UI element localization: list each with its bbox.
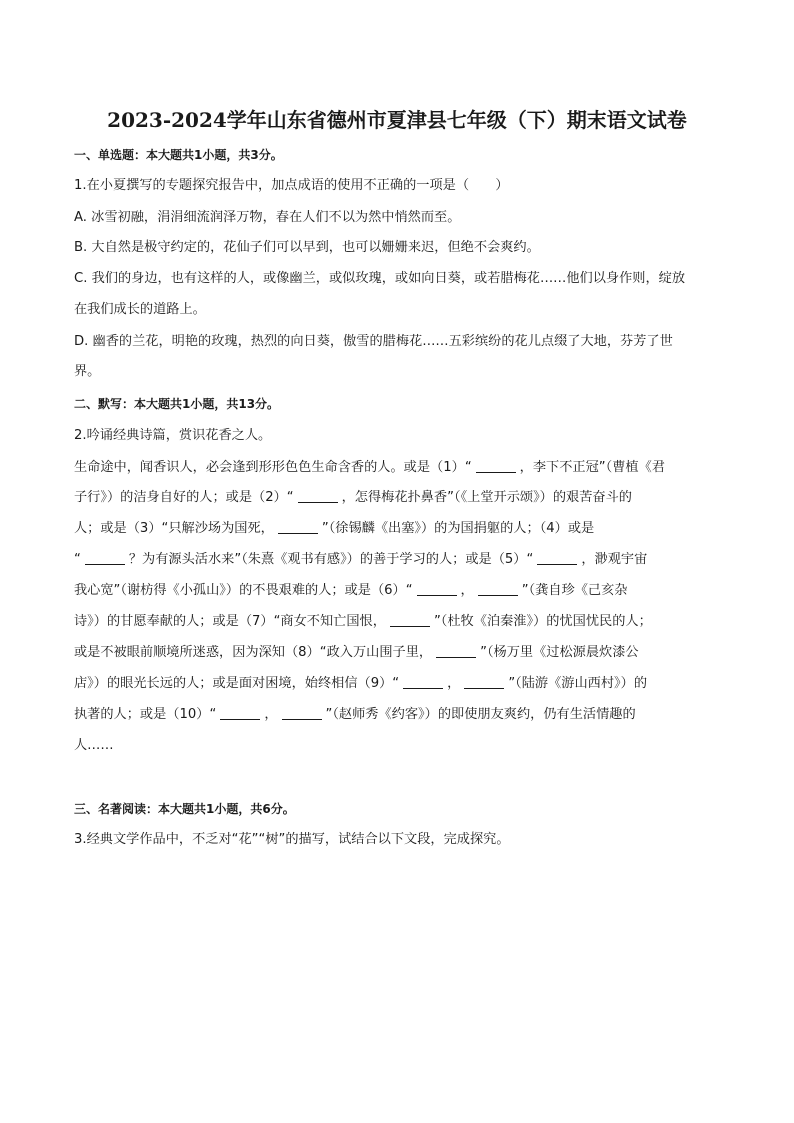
- question-2-line-10: 人……: [74, 738, 114, 753]
- answer-blank[interactable]: [403, 676, 443, 689]
- text: 人；或是（3）“只解沙场为国死，: [74, 521, 274, 536]
- text: 我心宽”（谢枋得《小孤山》）的不畏艰难的人；或是（6）“: [74, 583, 413, 598]
- answer-blank[interactable]: [278, 521, 318, 534]
- text: ”（杨万里《过松源晨炊漆公: [480, 645, 639, 660]
- question-1-option-c-line2: 在我们成长的道路上。: [74, 302, 206, 317]
- question-1-option-b: B. 大自然是极守约定的，花仙子们可以早到，也可以姗姗来迟，但绝不会爽约。: [74, 240, 540, 255]
- text: ，: [264, 707, 278, 722]
- text: ，: [460, 583, 474, 598]
- text: ，渺观宇宙: [581, 552, 648, 567]
- answer-blank[interactable]: [220, 707, 260, 720]
- text: 或是不被眼前顺境所迷惑，因为深知（8）“政入万山围子里，: [74, 645, 433, 660]
- answer-blank[interactable]: [417, 583, 457, 596]
- text: ”（龚自珍《己亥杂: [521, 583, 628, 598]
- text: ，李下不正冠”（曹植《君: [519, 460, 665, 475]
- question-3-stem: 3.经典文学作品中，不乏对“花”“树”的描写，试结合以下文段，完成探究。: [74, 832, 510, 847]
- text: 执著的人；或是（10）“: [74, 707, 217, 722]
- text: ，怎得梅花扑鼻香”（《上堂开示颂》）的艰苦奋斗的: [341, 490, 632, 505]
- question-2-line-3: [74, 519, 724, 539]
- question-2-stem: 2.吟诵经典诗篇，赏识花香之人。: [74, 428, 272, 443]
- question-1-option-c-line1: C. 我们的身边，也有这样的人，或像幽兰，或似玫瑰，或如向日葵，或若腊梅花……他们以身作则，绽放: [74, 271, 686, 286]
- answer-blank[interactable]: [537, 552, 577, 565]
- question-2-line-8: [74, 674, 724, 694]
- question-1-stem: 1.在小夏撰写的专题探究报告中，加点成语的使用不正确的一项是（ ）: [74, 178, 509, 193]
- exam-title: 2023-2024学年山东省德州市夏津县七年级（下）期末语文试卷: [107, 108, 687, 132]
- answer-blank[interactable]: [390, 614, 430, 627]
- question-2-line-7: [74, 643, 724, 663]
- section-heading-dictation: 二、默写：本大题共1小题，共13分。: [74, 397, 280, 411]
- section-heading-single-choice: 一、单选题：本大题共1小题，共3分。: [74, 148, 283, 162]
- text: ”（陆游《游山西村》）的: [508, 676, 648, 691]
- text: 子行》）的洁身自好的人；或是（2）“: [74, 490, 294, 505]
- text: 诗》）的甘愿奉献的人；或是（7）“商女不知亡国恨，: [74, 614, 386, 629]
- answer-blank[interactable]: [298, 490, 338, 503]
- text: ？为有源头活水来”（朱熹《观书有感》）的善于学习的人；或是（5）“: [128, 552, 534, 567]
- text: 店》）的眼光长远的人；或是面对困境，始终相信（9）“: [74, 676, 400, 691]
- text: ”（杜牧《泊秦淮》）的忧国忧民的人；: [433, 614, 652, 629]
- text: ”（赵师秀《约客》）的即使朋友爽约，仍有生活情趣的: [325, 707, 636, 722]
- answer-blank[interactable]: [85, 552, 125, 565]
- question-2-line-4: [74, 550, 724, 570]
- question-2-line-1: [74, 458, 724, 478]
- section-heading-classic-reading: 三、名著阅读：本大题共1小题，共6分。: [74, 802, 295, 816]
- question-2-line-6: [74, 612, 724, 632]
- answer-blank[interactable]: [478, 583, 518, 596]
- question-1-option-d-line1: D. 幽香的兰花，明艳的玫瑰，热烈的向日葵，傲雪的腊梅花……五彩缤纷的花儿点缀了大地，芬芳了世: [74, 334, 673, 349]
- text: “: [74, 552, 81, 567]
- question-2-line-2: [74, 488, 724, 508]
- answer-blank[interactable]: [436, 645, 476, 658]
- answer-blank[interactable]: [476, 460, 516, 473]
- question-2-line-9: [74, 705, 724, 725]
- text: ，: [447, 676, 461, 691]
- answer-blank[interactable]: [282, 707, 322, 720]
- text: ”（徐锡麟《出塞》）的为国捐躯的人；（4）或是: [321, 521, 595, 536]
- question-1-option-a: A. 冰雪初融，涓涓细流润泽万物，春在人们不以为然中悄然而至。: [74, 210, 461, 225]
- text: 生命途中，闻香识人，必会逢到形形色色生命含香的人。或是（1）“: [74, 460, 472, 475]
- answer-blank[interactable]: [464, 676, 504, 689]
- question-2-line-5: [74, 581, 724, 601]
- question-1-option-d-line2: 界。: [74, 364, 101, 379]
